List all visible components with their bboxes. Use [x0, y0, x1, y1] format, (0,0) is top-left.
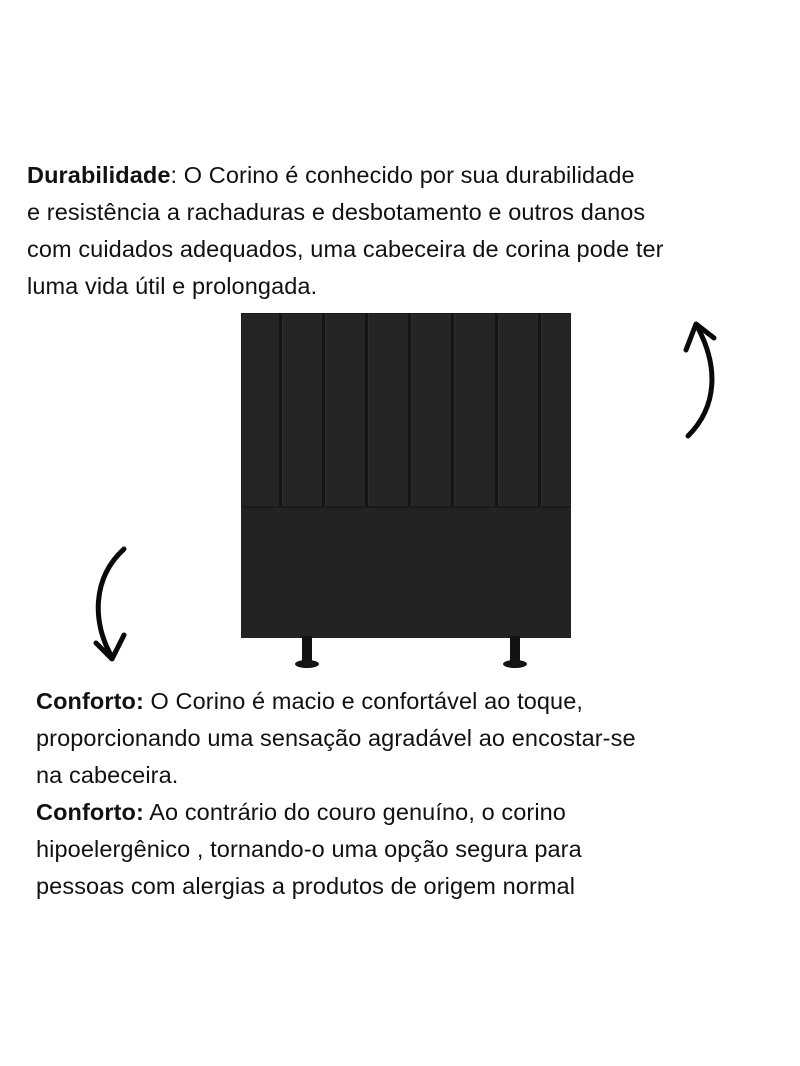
headboard-foot-right [503, 660, 527, 668]
headboard-product-image [241, 313, 571, 636]
headboard-base-panel [241, 506, 571, 638]
durability-text-block [27, 157, 664, 305]
hypoallergenic-line-1: Conforto: Ao contrário do couro genuíno, o corino [36, 799, 566, 825]
comfort-text-block [36, 683, 636, 905]
durability-line-3: com cuidados adequados, uma cabeceira de corina pode ter [27, 236, 664, 262]
comfort-line-3: na cabeceira. [36, 762, 179, 788]
headboard-vertical-panels [241, 313, 571, 507]
panel-divider [495, 313, 498, 507]
headboard-leg-left [302, 636, 312, 662]
hypoallergenic-heading: Conforto: [36, 799, 144, 825]
panel-divider [538, 313, 541, 507]
headboard-foot-left [295, 660, 319, 668]
panel-divider [322, 313, 325, 507]
comfort-heading: Conforto: [36, 688, 144, 714]
panel-divider [279, 313, 282, 507]
headboard-leg-right [510, 636, 520, 662]
hypoallergenic-line-2: hipoelergênico , tornando-o uma opção segura para [36, 836, 582, 862]
comfort-line-1: Conforto: O Corino é macio e confortável ao toque, [36, 688, 584, 714]
durability-line-2: e resistência a rachaduras e desbotamento e outros danos [27, 199, 646, 225]
panel-divider [408, 313, 411, 507]
durability-line-1: Durabilidade: O Corino é conhecido por sua durabilidade [27, 162, 635, 188]
comfort-line-2: proporcionando uma sensação agradável ao encostar-se [36, 725, 636, 751]
panel-divider [365, 313, 368, 507]
curved-arrow-down-icon [88, 543, 138, 668]
curved-arrow-up-icon [676, 316, 726, 441]
hypoallergenic-line-3: pessoas com alergias a produtos de origem normal [36, 873, 576, 899]
panel-divider [451, 313, 454, 507]
durability-heading: Durabilidade [27, 162, 171, 188]
durability-line-4: luma vida útil e prolongada. [27, 273, 318, 299]
